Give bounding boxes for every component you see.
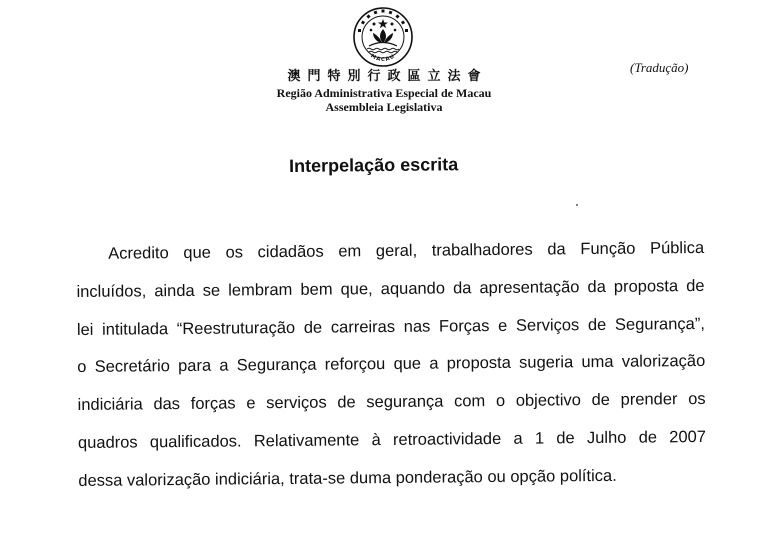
- svg-text:MACAU: MACAU: [369, 53, 397, 64]
- chinese-title: 澳門特別行政區立法會: [287, 69, 488, 84]
- scan-speck: [576, 204, 578, 206]
- translation-note: (Tradução): [630, 60, 689, 75]
- paragraph-line: dessa valorização indiciária, trata-se duma ponderação ou opção política.: [78, 466, 617, 490]
- paragraph-line: quadros qualificados. Relativamente à retroactividade a 1 de Julho de 2007: [77, 427, 707, 452]
- region-name: Região Administrativa Especial de Macau: [276, 86, 492, 100]
- paragraph-line: lei intitulada “Reestruturação de carreiras nas Forças e Serviços de Segurança”,: [76, 314, 705, 339]
- paragraph-line: indiciária das forças e serviços de segurança com o objectivo de prender os: [77, 390, 706, 415]
- body-paragraph: [76, 230, 707, 501]
- paragraph-line: o Secretário para a Segurança reforçou que a proposta sugeria uma valorização: [77, 352, 706, 377]
- document-title: Interpelação escrita: [289, 154, 459, 176]
- macau-emblem-lotus-icon: [352, 6, 414, 68]
- paragraph-line: Acredito que os cidadãos em geral, trabalhadores da Função Pública: [108, 238, 705, 263]
- assembly-name: Assembleia Legislativa: [325, 100, 443, 114]
- letterhead: [250, 68, 518, 114]
- paragraph-line: incluídos, ainda se lembram bem que, aquando da apresentação da proposta de: [76, 276, 705, 301]
